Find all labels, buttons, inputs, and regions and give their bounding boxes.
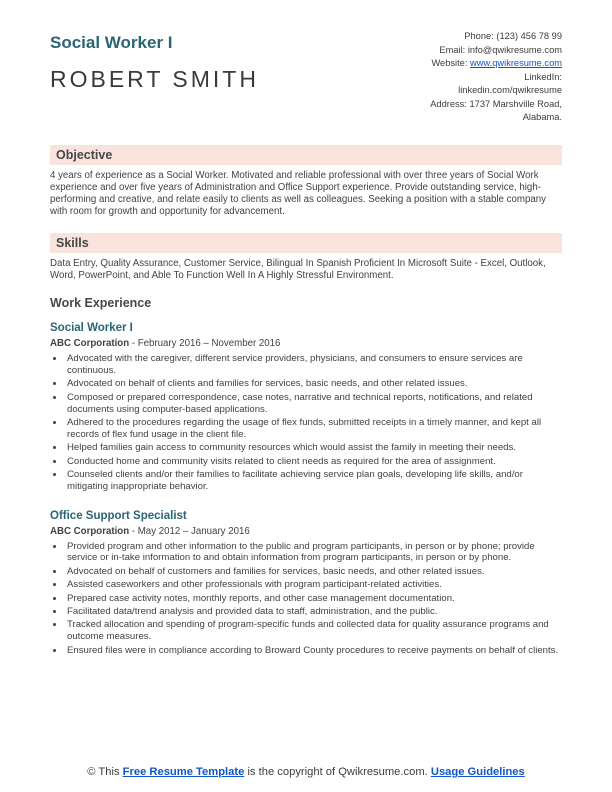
job-meta-1: [50, 338, 562, 349]
job-meta-2: [50, 526, 562, 537]
objective-text: 4 years of experience as a Social Worker. Motivated and reliable professional with over three years of Social Work experience and over five years of Administration and Office Support experience. Provide outstanding service, high-performing and creative, and relate easily to clients as well as colleagues. Seeking a position with a stable company with room for growth and opportunity for advancement.: [50, 169, 546, 217]
footer-text: [87, 765, 525, 780]
job-bullets-2: [65, 541, 562, 657]
header: [50, 30, 562, 125]
skills-text: Data Entry, Quality Assurance, Customer Service, Bilingual In Spanish Proficient In Microsoft Suite - Excel, Outlook, Word, PowerPoint, and Able To Function Well In A Highly Stressful Environment.: [50, 257, 546, 281]
job-title-2: Office Support Specialist: [50, 509, 187, 522]
footer: [0, 761, 612, 780]
section-heading-skills: Skills: [50, 233, 562, 253]
footer-prefix: © This: [87, 766, 120, 778]
contact-linkedin-label: LinkedIn:: [524, 71, 562, 82]
contact-block: [430, 30, 562, 125]
person-name: ROBERT SMITH: [50, 66, 259, 92]
bullet-item: • Composed or prepared correspondence, case notes, narrative and technical reports, notifications, and related documents using computer-based applications.: [65, 392, 562, 416]
job-entry-1: [50, 310, 562, 494]
bullet-item: • Advocated with the caregiver, different service providers, physicians, and consumers to ensure services are continuous.: [65, 353, 562, 377]
header-left: [50, 30, 259, 125]
job-bullets-1: [65, 353, 562, 493]
contact-address-line-2: Alabama.: [522, 112, 562, 122]
company-name: ABC Corporation: [50, 338, 130, 350]
job-dates: - May 2012 – January 2016: [131, 525, 250, 537]
footer-middle: is the copyright of Qwikresume.com.: [247, 766, 428, 778]
contact-email: Email: info@qwikresume.com: [439, 44, 562, 55]
section-heading-work-experience: Work Experience: [50, 296, 152, 311]
resume-title: Social Worker I: [50, 33, 173, 52]
contact-phone: Phone: (123) 456 78 99: [464, 31, 562, 41]
website-label: Website:: [431, 58, 468, 68]
job-dates: - February 2016 – November 2016: [131, 338, 281, 350]
bullet-item: • Counseled clients and/or their families to facilitate achieving service plan goals, developing life skills, and/or mitigating inappropriate behavior.: [65, 469, 562, 493]
job-entry-2: [50, 495, 562, 659]
bullet-item: • Facilitated data/trend analysis and provided data to staff, administration, and the public.: [65, 606, 562, 618]
job-title-1: Social Worker I: [50, 322, 133, 335]
bullet-item: • Provided program and other information to the public and program participants, in person or by phone; provide service or in-take information to and obtain information from program participants, in person or by phone.: [65, 541, 562, 565]
bullet-item: • Prepared case activity notes, monthly reports, and other case management documentation.: [65, 593, 562, 605]
website-link[interactable]: www.qwikresume.com: [470, 58, 562, 68]
footer-usage-link[interactable]: Usage Guidelines: [430, 766, 525, 778]
bullet-item: • Assisted caseworkers and other professionals with program participant-related activities.: [65, 579, 562, 591]
bullet-item: • Ensured files were in compliance according to Broward County procedures to receive payments on behalf of clients.: [65, 645, 562, 657]
bullet-item: • Helped families gain access to community resources which would assist the family in meeting their needs.: [65, 442, 562, 454]
bullet-item: • Advocated on behalf of clients and families for services, basic needs, and other related issues.: [65, 378, 562, 390]
contact-website: [430, 57, 562, 71]
bullet-item: • Conducted home and community visits related to client needs as required for the area of assignment.: [65, 456, 562, 468]
contact-address-line-1: Address: 1737 Marshville Road,: [430, 98, 562, 109]
bullet-item: • Advocated on behalf of customers and families for services, basic needs, and other related issues.: [65, 566, 562, 578]
company-name: ABC Corporation: [50, 525, 130, 537]
footer-template-link[interactable]: Free Resume Template: [122, 766, 245, 778]
contact-linkedin-value: linkedin.com/qwikresume: [458, 85, 562, 95]
bullet-item: • Adhered to the procedures regarding the usage of flex funds, submitted receipts in a timely manner, and kept all records of flex fund usage in the client file.: [65, 417, 562, 441]
bullet-item: • Tracked allocation and spending of program-specific funds and collected data for quality assurance programs and outcome measures.: [65, 619, 562, 643]
section-heading-objective: Objective: [50, 145, 562, 165]
